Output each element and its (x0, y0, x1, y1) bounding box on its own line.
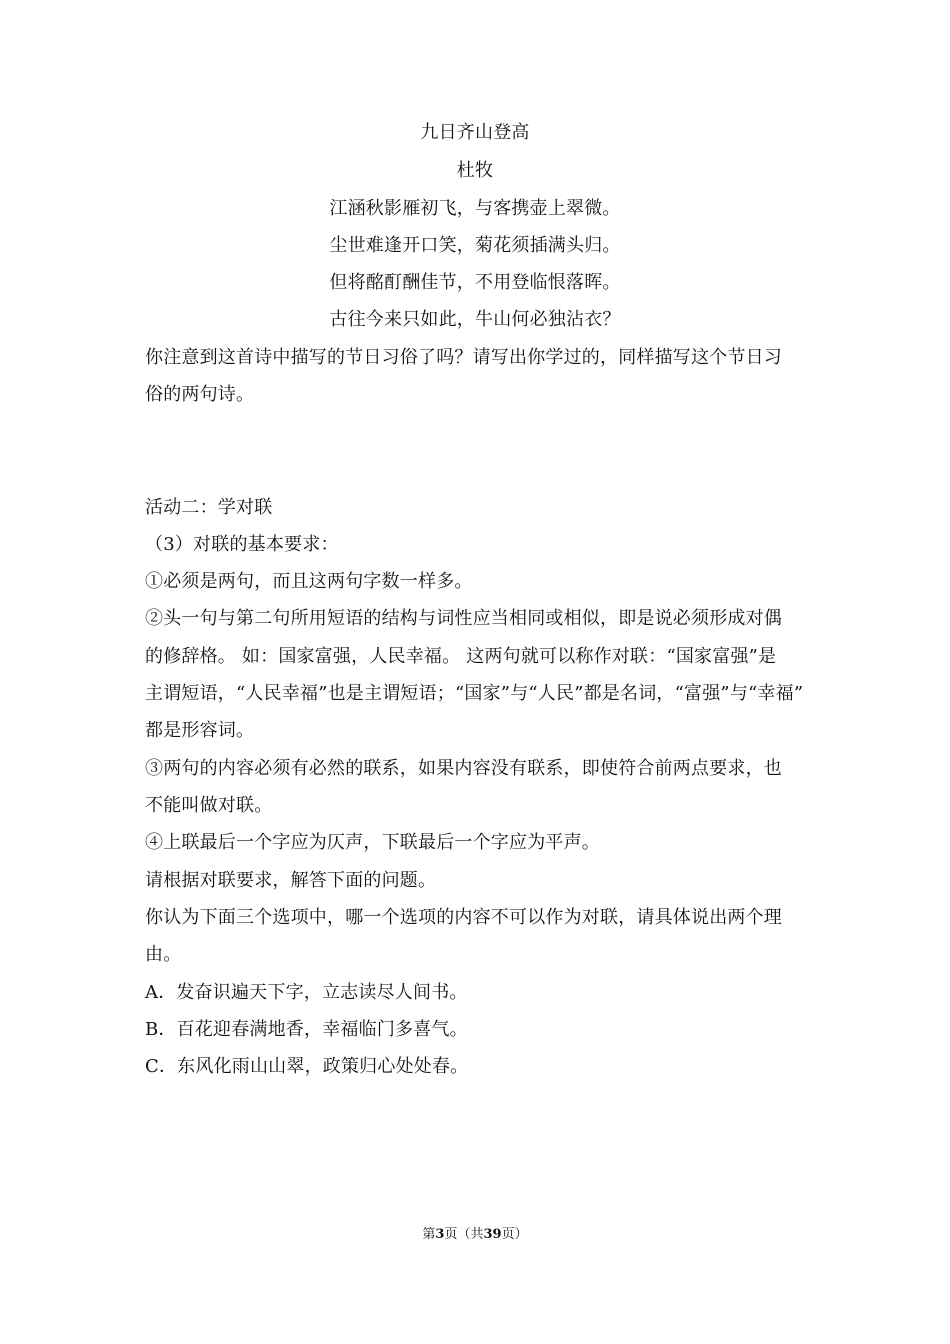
poem-author: 杜牧 (456, 160, 494, 181)
poem-title: 九日齐山登高 (420, 122, 530, 143)
instruction: 请根据对联要求，解答下面的问题。 (145, 870, 437, 891)
question1-line: 你注意到这首诗中描写的节日习俗了吗？请写出你学过的，同样描写这个节日习 (145, 347, 782, 368)
footer-middle: 页（共 (444, 1227, 484, 1242)
footer-suffix: 页） (501, 1227, 528, 1242)
requirement-1: ①必须是两句，而且这两句字数一样多。 (145, 571, 473, 592)
poem-line: 但将酩酊酬佳节，不用登临恨落晖。 (329, 272, 621, 293)
question1-line: 俗的两句诗。 (145, 384, 255, 405)
question2-line: 你认为下面三个选项中，哪一个选项的内容不可以作为对联，请具体说出两个理 (145, 907, 782, 928)
footer-page-number: 3 (435, 1227, 445, 1242)
option-c: C．东风化雨山山翠，政策归心处处春。 (145, 1056, 469, 1077)
footer-prefix: 第 (422, 1227, 436, 1242)
requirement-3-line: ③两句的内容必须有必然的联系，如果内容没有联系，即使符合前两点要求，也 (145, 758, 782, 779)
requirement-2-line: 都是形容词。 (145, 720, 255, 741)
requirement-3-line: 不能叫做对联。 (145, 795, 273, 816)
page-footer (0, 1226, 950, 1244)
requirement-4: ④上联最后一个字应为仄声，下联最后一个字应为平声。 (145, 832, 600, 853)
activity2-subheading: （3）对联的基本要求： (145, 534, 339, 555)
requirement-2-line: 主谓短语，“人民幸福”也是主谓短语；“国家”与“人民”都是名词，“富强”与“幸福” (145, 683, 804, 704)
poem-line: 江涵秋影雁初飞，与客携壶上翠微。 (329, 198, 621, 219)
question2-line: 由。 (145, 944, 182, 965)
option-b: B．百花迎春满地香，幸福临门多喜气。 (145, 1019, 468, 1040)
option-a: A．发奋识遍天下字，立志读尽人间书。 (145, 982, 468, 1003)
poem-line: 尘世难逢开口笑，菊花须插满头归。 (329, 235, 621, 256)
requirement-2-line: 的修辞格。 如：国家富强，人民幸福。 这两句就可以称作对联：“国家富强”是 (145, 646, 777, 667)
activity2-heading: 活动二：学对联 (145, 497, 273, 518)
poem-line: 古往今来只如此，牛山何必独沾衣？ (329, 309, 621, 330)
requirement-2-line: ②头一句与第二句所用短语的结构与词性应当相同或相似，即是说必须形成对偶 (145, 608, 782, 629)
footer-total-pages: 39 (483, 1227, 502, 1242)
